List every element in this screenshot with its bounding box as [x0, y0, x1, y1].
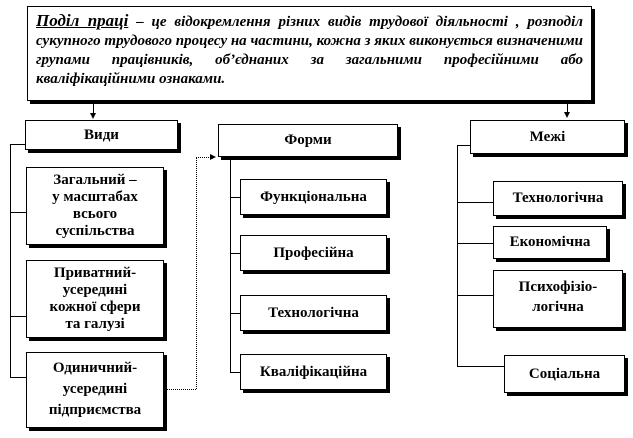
kinds-bracket-item3 — [10, 377, 26, 378]
limits-bracket-item1 — [457, 202, 493, 203]
limit-psychophysiological — [493, 270, 623, 328]
kinds-bracket-item2 — [10, 316, 26, 317]
forms-title: Форми — [284, 132, 332, 148]
kind-general-line3: всього — [72, 206, 118, 222]
limits-bracket-item2 — [457, 243, 493, 244]
connector-single-right — [167, 389, 196, 390]
kinds-bracket-top — [10, 144, 26, 145]
limit-technological-label: Технологічна — [512, 190, 604, 206]
kind-private-line2: усередині — [62, 282, 128, 298]
kind-single-line3: підприємства — [48, 402, 142, 418]
forms-header — [218, 124, 398, 157]
kind-general-line4: суспільства — [55, 223, 135, 239]
form-qualification-label: Кваліфікаційна — [259, 363, 368, 380]
kind-general-line1: Загальний – — [53, 172, 137, 188]
kind-private-line1: Приватний- — [53, 265, 137, 281]
form-functional-label: Функціональна — [260, 188, 367, 205]
kind-private-line4: та галузі — [65, 316, 125, 332]
kind-single — [26, 352, 164, 428]
connector-kinds-to-forms-top — [196, 157, 211, 158]
arrow-to-kinds — [90, 113, 96, 119]
kinds-bracket-vertical — [10, 144, 11, 378]
form-technological — [240, 295, 387, 331]
limits-header — [470, 120, 625, 154]
form-professional-label: Професійна — [273, 244, 354, 261]
definition-term: Поділ праці — [36, 11, 129, 30]
kind-private — [26, 260, 164, 338]
limit-social — [504, 355, 625, 393]
form-professional — [240, 235, 387, 271]
form-technological-label: Технологічна — [268, 304, 359, 321]
limit-technological — [493, 181, 623, 216]
form-functional — [240, 179, 387, 215]
kinds-title: Види — [84, 126, 119, 143]
kind-single-line1: Одиничний- — [52, 360, 138, 376]
arrow-to-limits — [564, 112, 570, 118]
kinds-bracket-item1 — [10, 212, 26, 213]
limits-bracket-item3 — [457, 295, 494, 296]
kinds-header — [25, 120, 178, 150]
limit-economic — [493, 226, 607, 259]
definition-box — [27, 6, 592, 101]
kind-single-line2: усередині — [62, 381, 128, 397]
kind-general — [26, 167, 164, 245]
connector-kinds-to-forms-vertical — [196, 157, 197, 389]
definition-text: – це відокремлення різних видів трудової діяльності , розподіл сукупного трудового процесу на частини, кожна з яких виконується визначеними групами працівників, об’єднаних за загальними професійними або кваліфікаційними ознаками. — [36, 14, 583, 87]
limit-psycho-line1: Психофізіо- — [518, 279, 598, 295]
limit-economic-label: Економічна — [509, 234, 591, 250]
limits-title: Межі — [529, 128, 566, 145]
arrow-to-forms — [210, 154, 216, 160]
kind-general-line2: у масштабах — [52, 189, 138, 205]
form-qualification — [240, 354, 387, 390]
kind-private-line3: кожної сфери — [49, 299, 141, 315]
limits-bracket-top — [457, 145, 471, 146]
limit-social-label: Соціальна — [528, 365, 601, 382]
limits-bracket-vertical — [457, 145, 458, 367]
limit-psycho-line2: логічна — [532, 299, 584, 315]
forms-bracket-vertical — [230, 157, 231, 373]
limits-bracket-item4 — [457, 366, 504, 367]
